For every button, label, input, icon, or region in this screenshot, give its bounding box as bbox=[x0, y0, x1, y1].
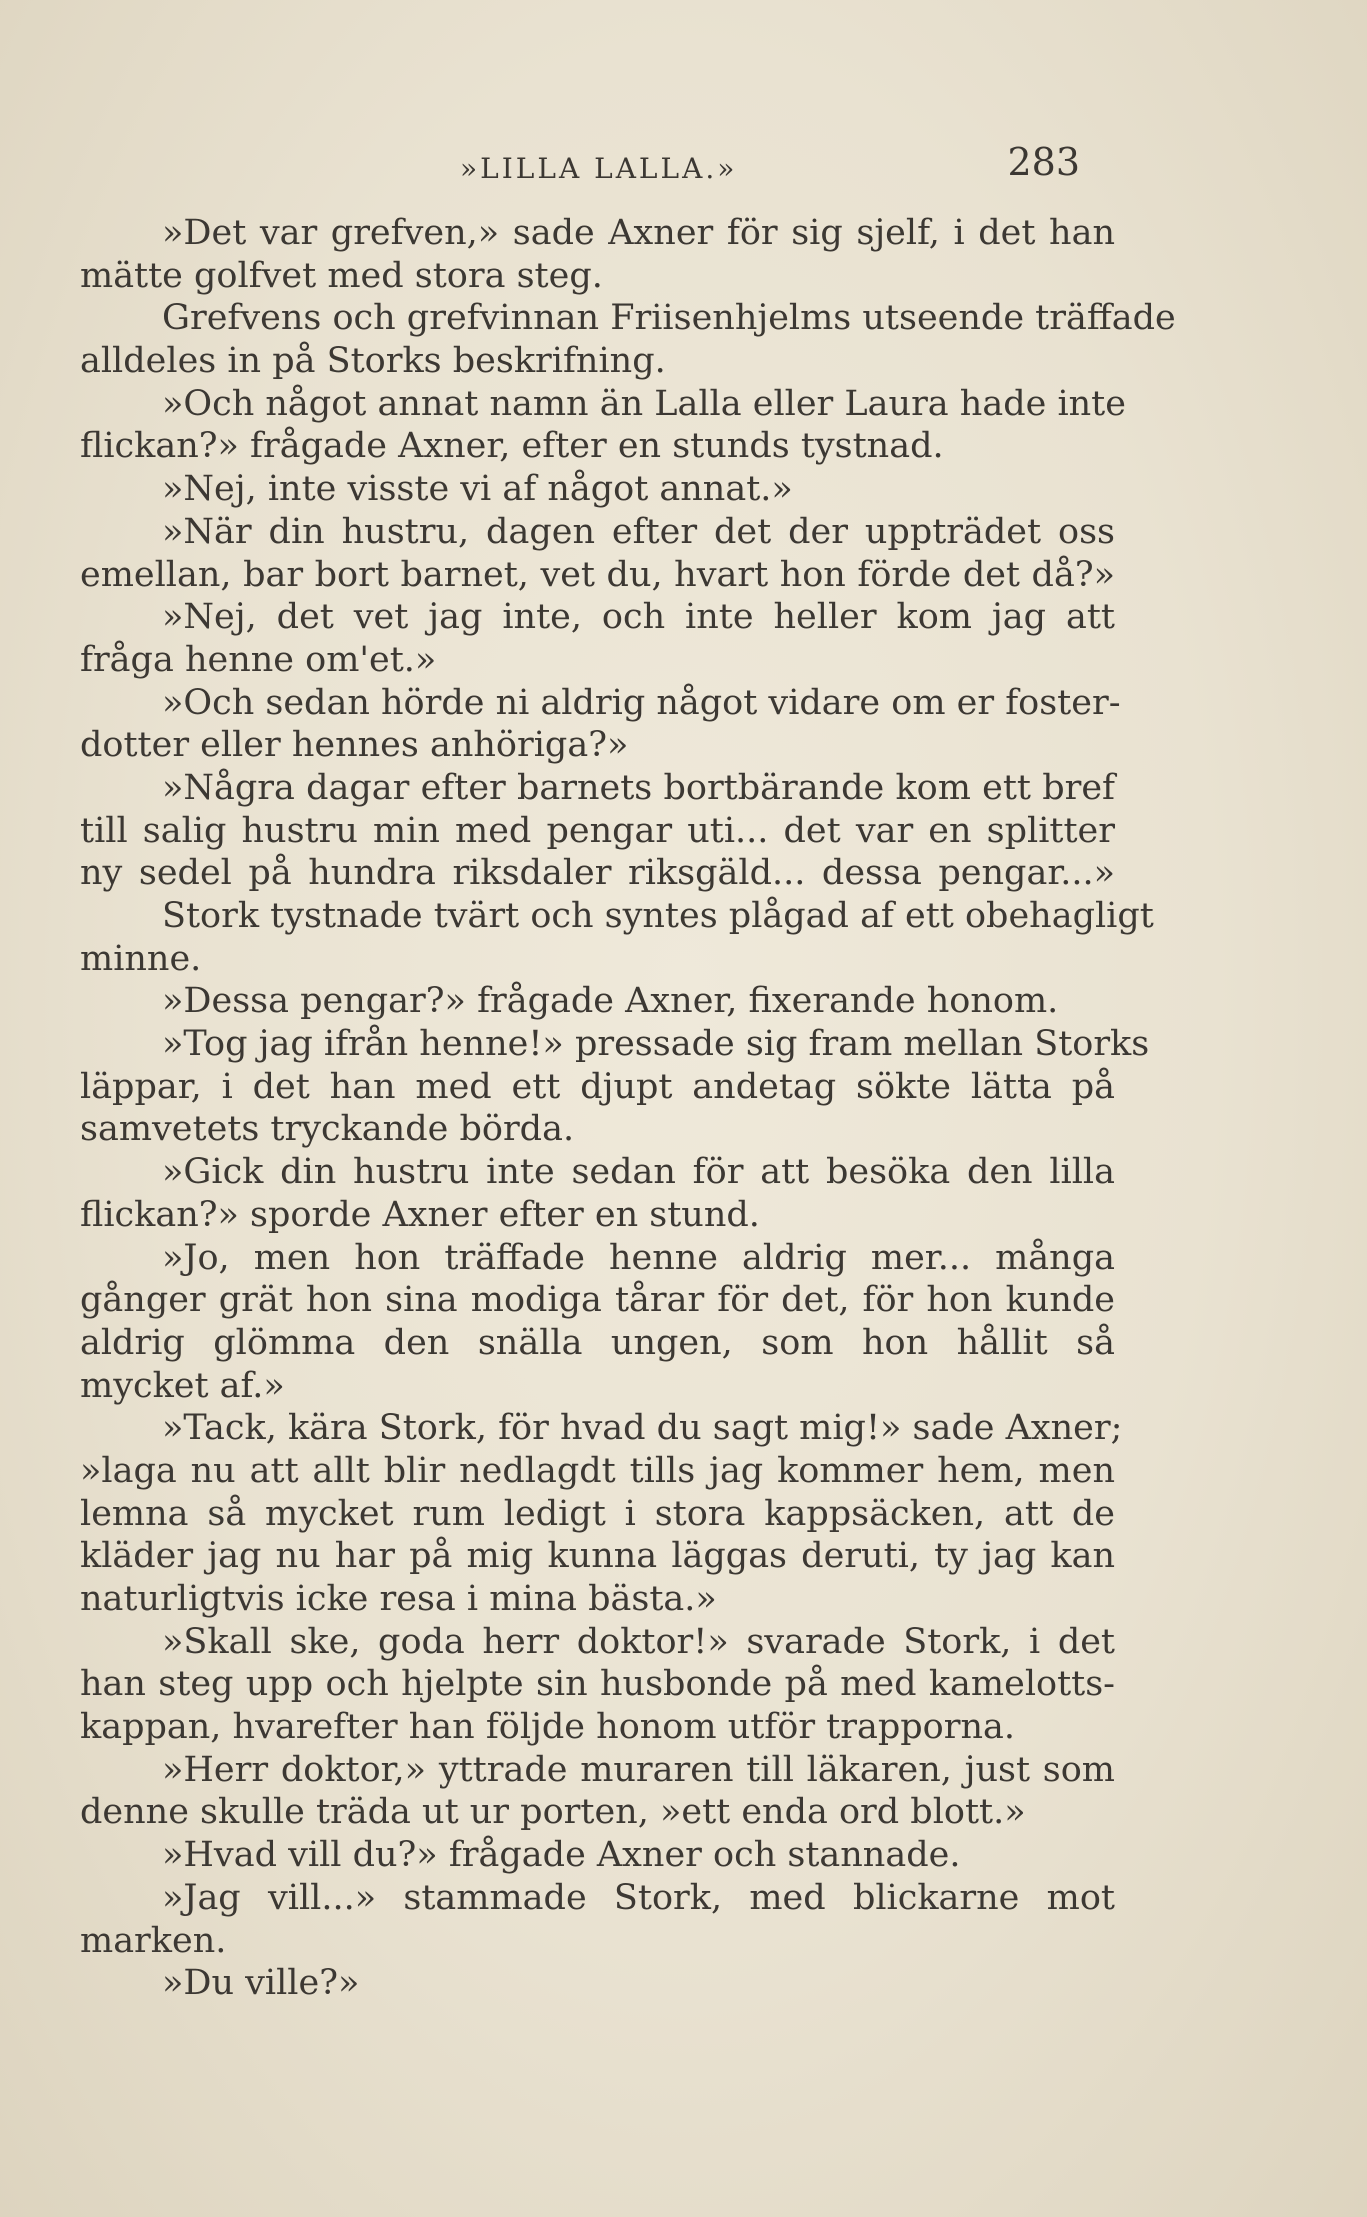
text-line: flickan?» frågade Axner, efter en stunds tystnad. bbox=[80, 426, 944, 467]
text-line: fråga henne om'et.» bbox=[80, 639, 437, 680]
text-line: »Jag vill...» stammade Stork, med blickarne mot bbox=[162, 1877, 1115, 1918]
text-line: »Tack, kära Stork, för hvad du sagt mig!» sade Axner; bbox=[162, 1408, 1123, 1449]
body-text bbox=[80, 212, 1176, 2005]
running-title: »LILLA LALLA.» bbox=[460, 152, 738, 185]
text-line: »Skall ske, goda herr doktor!» svarade Stork, i det bbox=[162, 1621, 1115, 1662]
text-line: gånger grät hon sina modiga tårar för det, för hon kunde bbox=[80, 1280, 1115, 1321]
text-line: »Det var grefven,» sade Axner för sig sjelf, i det han bbox=[162, 213, 1115, 253]
text-line: samvetets tryckande börda. bbox=[80, 1109, 575, 1150]
page-number: 283 bbox=[1007, 140, 1080, 184]
text-line: alldeles in på Storks beskrifning. bbox=[80, 341, 666, 382]
text-line: Grefvens och grefvinnan Friisenhjelms utseende träffade bbox=[162, 298, 1176, 339]
text-line: »Några dagar efter barnets bortbärande kom ett bref bbox=[162, 767, 1115, 808]
text-line: mätte golfvet med stora steg. bbox=[80, 255, 603, 296]
text-line: till salig hustru min med pengar uti... det var en splitter bbox=[80, 810, 1115, 851]
text-line: kläder jag nu har på mig kunna läggas deruti, ty jag kan bbox=[80, 1536, 1115, 1577]
text-line: han steg upp och hjelpte sin husbonde på med kamelotts- bbox=[80, 1664, 1115, 1705]
text-line: denne skulle träda ut ur porten, »ett enda ord blott.» bbox=[80, 1792, 1026, 1833]
text-line: »Och sedan hörde ni aldrig något vidare om er foster- bbox=[162, 682, 1121, 723]
text-line: marken. bbox=[80, 1920, 227, 1961]
text-line: läppar, i det han med ett djupt andetag sökte lätta på bbox=[80, 1066, 1115, 1107]
text-line: »Nej, inte visste vi af något annat.» bbox=[162, 469, 793, 510]
text-line: »Hvad vill du?» frågade Axner och stannade. bbox=[162, 1835, 961, 1876]
text-line: minne. bbox=[80, 938, 202, 979]
text-line: flickan?» sporde Axner efter en stund. bbox=[80, 1194, 760, 1235]
text-line: »laga nu att allt blir nedlagdt tills jag kommer hem, men bbox=[80, 1450, 1115, 1491]
text-line: »Och något annat namn än Lalla eller Laura hade inte bbox=[162, 383, 1126, 424]
text-line: kappan, hvarefter han följde honom utför trapporna. bbox=[80, 1707, 1015, 1748]
text-line: Stork tystnade tvärt och syntes plågad af ett obehagligt bbox=[162, 896, 1154, 936]
text-line: emellan, bar bort barnet, vet du, hvart hon förde det då?» bbox=[80, 554, 1115, 595]
text-line: naturligtvis icke resa i mina bästa.» bbox=[80, 1579, 717, 1619]
text-line: ny sedel på hundra riksdaler riksgäld... dessa pengar...» bbox=[80, 853, 1115, 894]
page-header bbox=[80, 140, 1080, 200]
text-line: lemna så mycket rum ledigt i stora kappsäcken, att de bbox=[80, 1493, 1115, 1534]
text-line: »Tog jag ifrån henne!» pressade sig fram mellan Storks bbox=[162, 1024, 1150, 1065]
text-line: »När din hustru, dagen efter det der uppträdet oss bbox=[162, 511, 1115, 552]
text-line: mycket af.» bbox=[80, 1365, 285, 1406]
text-line: »Herr doktor,» yttrade muraren till läkaren, just som bbox=[162, 1749, 1115, 1790]
text-line: aldrig glömma den snälla ungen, som hon hållit så bbox=[80, 1322, 1115, 1363]
text-line: »Dessa pengar?» frågade Axner, fixerande honom. bbox=[162, 981, 1059, 1022]
text-line: »Gick din hustru inte sedan för att besöka den lilla bbox=[162, 1152, 1115, 1193]
text-line: »Du ville?» bbox=[162, 1963, 360, 2004]
text-line: »Jo, men hon träffade henne aldrig mer... många bbox=[162, 1237, 1115, 1278]
text-line: dotter eller hennes anhöriga?» bbox=[80, 725, 629, 766]
text-line: »Nej, det vet jag inte, och inte heller kom jag att bbox=[162, 597, 1115, 638]
